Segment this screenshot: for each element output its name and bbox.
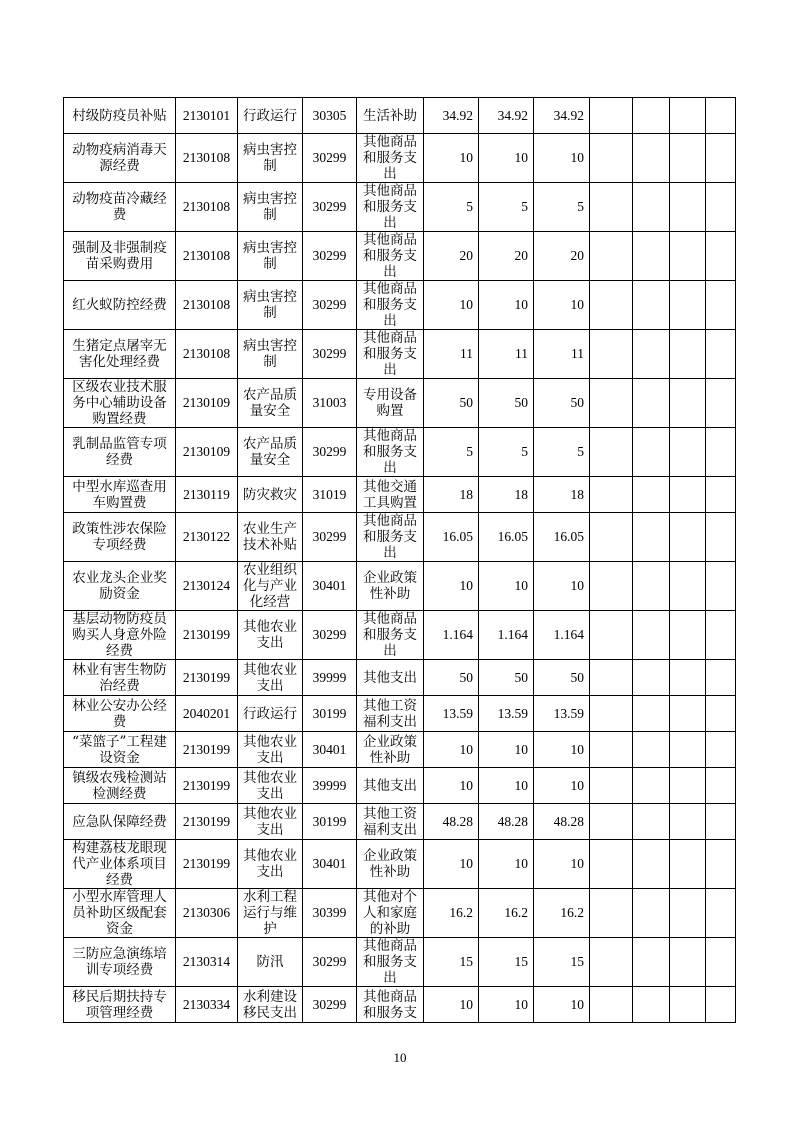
amount-cell: 13.59	[479, 696, 534, 732]
function-subject-cell: 水利工程运行与维护	[238, 889, 303, 938]
economic-code-cell: 30299	[303, 330, 357, 379]
blank-cell	[633, 477, 670, 513]
economic-code-cell: 30401	[303, 840, 357, 889]
blank-cell	[706, 379, 736, 428]
amount-cell: 50	[534, 660, 590, 696]
blank-cell	[670, 660, 706, 696]
blank-cell	[633, 232, 670, 281]
blank-cell	[670, 330, 706, 379]
function-code-cell: 2130199	[176, 768, 238, 804]
economic-subject-cell: 其他商品和服务支	[357, 987, 424, 1023]
function-subject-cell: 其他农业支出	[238, 840, 303, 889]
project-name-cell: 中型水库巡查用车购置费	[64, 477, 176, 513]
amount-cell: 11	[534, 330, 590, 379]
amount-cell: 10	[534, 134, 590, 183]
amount-cell: 48.28	[534, 804, 590, 840]
blank-cell	[706, 804, 736, 840]
economic-subject-cell: 其他支出	[357, 660, 424, 696]
blank-cell	[590, 889, 633, 938]
blank-cell	[590, 840, 633, 889]
economic-code-cell: 30299	[303, 281, 357, 330]
project-name-cell: 农业龙头企业奖励资金	[64, 562, 176, 611]
function-code-cell: 2130199	[176, 732, 238, 768]
amount-cell: 10	[424, 562, 479, 611]
blank-cell	[590, 379, 633, 428]
blank-cell	[670, 183, 706, 232]
blank-cell	[590, 134, 633, 183]
economic-code-cell: 39999	[303, 768, 357, 804]
blank-cell	[633, 281, 670, 330]
economic-code-cell: 31019	[303, 477, 357, 513]
function-subject-cell: 病虫害控制	[238, 134, 303, 183]
table-row	[64, 732, 736, 768]
blank-cell	[706, 513, 736, 562]
amount-cell: 10	[534, 281, 590, 330]
blank-cell	[670, 889, 706, 938]
blank-cell	[670, 768, 706, 804]
amount-cell: 11	[424, 330, 479, 379]
blank-cell	[590, 330, 633, 379]
table-row	[64, 281, 736, 330]
function-code-cell: 2130108	[176, 330, 238, 379]
economic-subject-cell: 其他支出	[357, 768, 424, 804]
amount-cell: 34.92	[534, 98, 590, 134]
amount-cell: 50	[424, 660, 479, 696]
blank-cell	[590, 232, 633, 281]
amount-cell: 15	[424, 938, 479, 987]
blank-cell	[633, 379, 670, 428]
project-name-cell: 三防应急演练培训专项经费	[64, 938, 176, 987]
table-row	[64, 804, 736, 840]
blank-cell	[633, 183, 670, 232]
blank-cell	[670, 379, 706, 428]
blank-cell	[590, 428, 633, 477]
amount-cell: 5	[424, 428, 479, 477]
economic-subject-cell: 其他工资福利支出	[357, 804, 424, 840]
amount-cell: 10	[534, 562, 590, 611]
table-row	[64, 330, 736, 379]
project-name-cell: 动物疫病消毒天源经费	[64, 134, 176, 183]
blank-cell	[633, 768, 670, 804]
function-code-cell: 2130109	[176, 379, 238, 428]
amount-cell: 5	[479, 183, 534, 232]
table-row	[64, 134, 736, 183]
amount-cell: 10	[479, 562, 534, 611]
function-subject-cell: 行政运行	[238, 696, 303, 732]
project-name-cell: 乳制品监管专项经费	[64, 428, 176, 477]
blank-cell	[706, 428, 736, 477]
function-subject-cell: 水利建设移民支出	[238, 987, 303, 1023]
function-code-cell: 2130109	[176, 428, 238, 477]
economic-code-cell: 30199	[303, 696, 357, 732]
function-code-cell: 2040201	[176, 696, 238, 732]
amount-cell: 20	[534, 232, 590, 281]
amount-cell: 10	[534, 987, 590, 1023]
economic-code-cell: 30299	[303, 183, 357, 232]
function-subject-cell: 病虫害控制	[238, 330, 303, 379]
blank-cell	[590, 696, 633, 732]
amount-cell: 16.2	[479, 889, 534, 938]
blank-cell	[706, 696, 736, 732]
amount-cell: 10	[424, 134, 479, 183]
blank-cell	[706, 660, 736, 696]
blank-cell	[670, 477, 706, 513]
table-row	[64, 889, 736, 938]
amount-cell: 16.05	[424, 513, 479, 562]
amount-cell: 15	[534, 938, 590, 987]
blank-cell	[590, 98, 633, 134]
amount-cell: 10	[479, 281, 534, 330]
amount-cell: 34.92	[424, 98, 479, 134]
function-subject-cell: 其他农业支出	[238, 611, 303, 660]
project-name-cell: 区级农业技术服务中心辅助设备购置经费	[64, 379, 176, 428]
amount-cell: 10	[424, 281, 479, 330]
function-subject-cell: 农产品质量安全	[238, 428, 303, 477]
blank-cell	[590, 660, 633, 696]
function-code-cell: 2130306	[176, 889, 238, 938]
table-row	[64, 562, 736, 611]
blank-cell	[590, 611, 633, 660]
table-row	[64, 477, 736, 513]
function-subject-cell: 病虫害控制	[238, 232, 303, 281]
table-row	[64, 183, 736, 232]
economic-code-cell: 30299	[303, 987, 357, 1023]
amount-cell: 34.92	[479, 98, 534, 134]
blank-cell	[590, 183, 633, 232]
blank-cell	[633, 696, 670, 732]
project-name-cell: 林业公安办公经费	[64, 696, 176, 732]
amount-cell: 10	[424, 768, 479, 804]
economic-code-cell: 30305	[303, 98, 357, 134]
economic-code-cell: 30299	[303, 611, 357, 660]
economic-code-cell: 30299	[303, 513, 357, 562]
function-subject-cell: 行政运行	[238, 98, 303, 134]
amount-cell: 13.59	[424, 696, 479, 732]
function-code-cell: 2130199	[176, 611, 238, 660]
project-name-cell: 生猪定点屠宰无害化处理经费	[64, 330, 176, 379]
amount-cell: 10	[534, 840, 590, 889]
blank-cell	[633, 987, 670, 1023]
blank-cell	[670, 98, 706, 134]
amount-cell: 18	[534, 477, 590, 513]
project-name-cell: 政策性涉农保险专项经费	[64, 513, 176, 562]
blank-cell	[633, 330, 670, 379]
amount-cell: 50	[479, 379, 534, 428]
amount-cell: 10	[424, 987, 479, 1023]
economic-code-cell: 30401	[303, 562, 357, 611]
blank-cell	[633, 562, 670, 611]
blank-cell	[706, 134, 736, 183]
economic-subject-cell: 企业政策性补助	[357, 840, 424, 889]
amount-cell: 48.28	[424, 804, 479, 840]
amount-cell: 5	[424, 183, 479, 232]
table-row	[64, 513, 736, 562]
amount-cell: 50	[534, 379, 590, 428]
amount-cell: 10	[479, 768, 534, 804]
amount-cell: 15	[479, 938, 534, 987]
economic-subject-cell: 专用设备购置	[357, 379, 424, 428]
economic-subject-cell: 其他商品和服务支出	[357, 330, 424, 379]
blank-cell	[706, 889, 736, 938]
table-row	[64, 232, 736, 281]
blank-cell	[590, 732, 633, 768]
amount-cell: 10	[424, 732, 479, 768]
amount-cell: 18	[479, 477, 534, 513]
blank-cell	[633, 513, 670, 562]
function-subject-cell: 农产品质量安全	[238, 379, 303, 428]
economic-subject-cell: 其他工资福利支出	[357, 696, 424, 732]
amount-cell: 10	[424, 840, 479, 889]
table-row	[64, 768, 736, 804]
amount-cell: 1.164	[424, 611, 479, 660]
amount-cell: 5	[479, 428, 534, 477]
economic-subject-cell: 其他商品和服务支出	[357, 938, 424, 987]
function-code-cell: 2130199	[176, 840, 238, 889]
function-code-cell: 2130334	[176, 987, 238, 1023]
amount-cell: 1.164	[534, 611, 590, 660]
blank-cell	[706, 611, 736, 660]
function-subject-cell: 病虫害控制	[238, 183, 303, 232]
amount-cell: 13.59	[534, 696, 590, 732]
function-subject-cell: 其他农业支出	[238, 804, 303, 840]
function-code-cell: 2130108	[176, 134, 238, 183]
blank-cell	[706, 477, 736, 513]
blank-cell	[706, 98, 736, 134]
budget-table	[63, 97, 736, 1023]
function-subject-cell: 防灾救灾	[238, 477, 303, 513]
function-code-cell: 2130314	[176, 938, 238, 987]
function-code-cell: 2130119	[176, 477, 238, 513]
blank-cell	[670, 696, 706, 732]
blank-cell	[633, 889, 670, 938]
economic-code-cell: 30299	[303, 232, 357, 281]
blank-cell	[706, 281, 736, 330]
economic-subject-cell: 其他商品和服务支出	[357, 513, 424, 562]
economic-code-cell: 30401	[303, 732, 357, 768]
blank-cell	[670, 232, 706, 281]
blank-cell	[706, 732, 736, 768]
amount-cell: 20	[424, 232, 479, 281]
function-subject-cell: 其他农业支出	[238, 732, 303, 768]
function-subject-cell: 其他农业支出	[238, 768, 303, 804]
blank-cell	[633, 660, 670, 696]
amount-cell: 18	[424, 477, 479, 513]
blank-cell	[590, 804, 633, 840]
blank-cell	[590, 987, 633, 1023]
blank-cell	[670, 611, 706, 660]
economic-code-cell: 30299	[303, 134, 357, 183]
blank-cell	[670, 732, 706, 768]
table-row	[64, 611, 736, 660]
blank-cell	[706, 330, 736, 379]
blank-cell	[670, 840, 706, 889]
amount-cell: 1.164	[479, 611, 534, 660]
amount-cell: 10	[479, 987, 534, 1023]
economic-subject-cell: 其他商品和服务支出	[357, 134, 424, 183]
project-name-cell: 构建荔枝龙眼现代产业体系项目经费	[64, 840, 176, 889]
blank-cell	[706, 183, 736, 232]
function-subject-cell: 病虫害控制	[238, 281, 303, 330]
economic-subject-cell: 生活补助	[357, 98, 424, 134]
blank-cell	[590, 768, 633, 804]
blank-cell	[670, 281, 706, 330]
blank-cell	[670, 804, 706, 840]
amount-cell: 10	[479, 840, 534, 889]
blank-cell	[590, 562, 633, 611]
economic-subject-cell: 企业政策性补助	[357, 562, 424, 611]
project-name-cell: 基层动物防疫员购买人身意外险经费	[64, 611, 176, 660]
blank-cell	[633, 732, 670, 768]
blank-cell	[670, 987, 706, 1023]
amount-cell: 50	[479, 660, 534, 696]
amount-cell: 16.05	[479, 513, 534, 562]
amount-cell: 16.05	[534, 513, 590, 562]
blank-cell	[706, 562, 736, 611]
blank-cell	[706, 938, 736, 987]
economic-subject-cell: 其他商品和服务支出	[357, 611, 424, 660]
amount-cell: 5	[534, 183, 590, 232]
blank-cell	[706, 232, 736, 281]
amount-cell: 20	[479, 232, 534, 281]
amount-cell: 10	[479, 732, 534, 768]
table-row	[64, 696, 736, 732]
blank-cell	[706, 840, 736, 889]
amount-cell: 48.28	[479, 804, 534, 840]
page-number: 10	[393, 1050, 407, 1065]
table-row	[64, 987, 736, 1023]
project-name-cell: 动物疫苗冷藏经费	[64, 183, 176, 232]
blank-cell	[633, 428, 670, 477]
economic-code-cell: 30199	[303, 804, 357, 840]
blank-cell	[670, 938, 706, 987]
blank-cell	[670, 562, 706, 611]
blank-cell	[633, 804, 670, 840]
project-name-cell: 强制及非强制疫苗采购费用	[64, 232, 176, 281]
economic-subject-cell: 其他商品和服务支出	[357, 428, 424, 477]
economic-subject-cell: 其他交通工具购置	[357, 477, 424, 513]
blank-cell	[706, 987, 736, 1023]
project-name-cell: 林业有害生物防治经费	[64, 660, 176, 696]
table-row	[64, 379, 736, 428]
function-code-cell: 2130101	[176, 98, 238, 134]
blank-cell	[670, 428, 706, 477]
blank-cell	[633, 134, 670, 183]
project-name-cell: 小型水库管理人员补助区级配套资金	[64, 889, 176, 938]
amount-cell: 10	[534, 732, 590, 768]
economic-code-cell: 30299	[303, 428, 357, 477]
table-row	[64, 98, 736, 134]
economic-subject-cell: 其他对个人和家庭的补助	[357, 889, 424, 938]
amount-cell: 16.2	[534, 889, 590, 938]
blank-cell	[590, 281, 633, 330]
project-name-cell: 移民后期扶持专项管理经费	[64, 987, 176, 1023]
amount-cell: 5	[534, 428, 590, 477]
project-name-cell: “菜篮子”工程建设资金	[64, 732, 176, 768]
economic-code-cell: 39999	[303, 660, 357, 696]
function-code-cell: 2130124	[176, 562, 238, 611]
economic-code-cell: 31003	[303, 379, 357, 428]
function-subject-cell: 其他农业支出	[238, 660, 303, 696]
function-code-cell: 2130199	[176, 660, 238, 696]
amount-cell: 50	[424, 379, 479, 428]
amount-cell: 16.2	[424, 889, 479, 938]
amount-cell: 10	[534, 768, 590, 804]
blank-cell	[590, 938, 633, 987]
function-subject-cell: 农业组织化与产业化经营	[238, 562, 303, 611]
economic-subject-cell: 其他商品和服务支出	[357, 183, 424, 232]
amount-cell: 11	[479, 330, 534, 379]
project-name-cell: 红火蚁防控经费	[64, 281, 176, 330]
economic-subject-cell: 其他商品和服务支出	[357, 281, 424, 330]
function-code-cell: 2130108	[176, 281, 238, 330]
economic-subject-cell: 其他商品和服务支出	[357, 232, 424, 281]
blank-cell	[670, 134, 706, 183]
table-row	[64, 840, 736, 889]
blank-cell	[590, 477, 633, 513]
economic-subject-cell: 企业政策性补助	[357, 732, 424, 768]
table-row	[64, 660, 736, 696]
economic-code-cell: 30299	[303, 938, 357, 987]
table-row	[64, 938, 736, 987]
economic-code-cell: 30399	[303, 889, 357, 938]
blank-cell	[633, 98, 670, 134]
blank-cell	[706, 768, 736, 804]
function-code-cell: 2130199	[176, 804, 238, 840]
function-subject-cell: 防汛	[238, 938, 303, 987]
function-code-cell: 2130108	[176, 183, 238, 232]
project-name-cell: 应急队保障经费	[64, 804, 176, 840]
blank-cell	[590, 513, 633, 562]
blank-cell	[633, 611, 670, 660]
table-row	[64, 428, 736, 477]
amount-cell: 10	[479, 134, 534, 183]
function-code-cell: 2130108	[176, 232, 238, 281]
project-name-cell: 村级防疫员补贴	[64, 98, 176, 134]
blank-cell	[633, 938, 670, 987]
function-subject-cell: 农业生产技术补贴	[238, 513, 303, 562]
blank-cell	[670, 513, 706, 562]
function-code-cell: 2130122	[176, 513, 238, 562]
project-name-cell: 镇级农残检测站检测经费	[64, 768, 176, 804]
blank-cell	[633, 840, 670, 889]
